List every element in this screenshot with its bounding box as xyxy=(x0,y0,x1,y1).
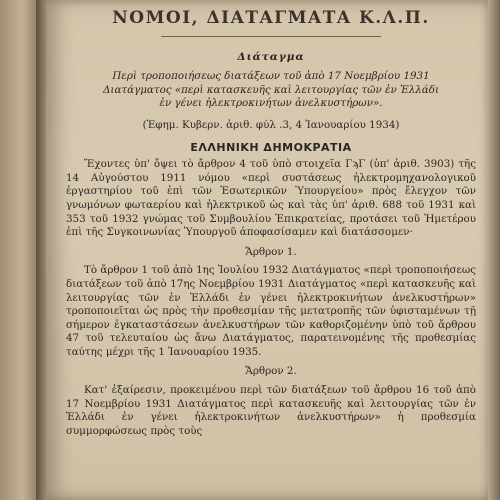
header-rule xyxy=(161,36,381,37)
decree-description: Περὶ τροποποιήσεως διατάξεων τοῦ ἀπὸ 17 Νοεμβρίου 1931 Διατάγματος «περὶ κατασκευῆς καὶ λειτουργίας τῶν ἐν Ἑλλάδι ἐν γένει ἠλεκτροκινήτων ἀνελκυστήρων». xyxy=(103,70,439,110)
gazette-reference: (Ἐφημ. Κυβερν. ἀριθ. φύλ .3, 4 Ἰανουαρίου 1934) xyxy=(142,118,400,131)
article-1-title: Ἄρθρον 1. xyxy=(245,245,297,258)
article-1-text: Τὸ ἄρθρον 1 τοῦ ἀπὸ 1ης Ἰουλίου 1932 Διατάγματος «περὶ τροποποιήσεως διατάξεων τοῦ ἀπὸ 17ης Νοεμβρίου 1931 Διατάγματος «περὶ κατασκευῆς καὶ λειτουργίας τῶν ἐν Ἑλλάδι ἐν γένει ἠλεκτροκινήτων ἀνελκυστήρων» τροποποιεῖται ὡς πρὸς τὴν προθεσμίαν τῆς μετατροπῆς τῶν ὑφισταμένων τῇ σήμερον ἐγκαταστάσεων ἀνελκυστήρων τῶν καθοριζομένην ὑπὸ τοῦ ἄρθρου 47 τοῦ τελευταίου ὡς ἄνω Διατάγματος, παρατεινομένης τῆς προθεσμίας ταύτης μέχρι τῆς 1 Ἰανουαρίου 1935. xyxy=(66,264,476,358)
left-page-edge xyxy=(0,0,40,500)
article-2-title: Ἄρθρον 2. xyxy=(245,365,297,378)
document-page xyxy=(46,0,490,500)
right-page-edge xyxy=(488,0,500,500)
page-content xyxy=(66,8,476,444)
decree-subtitle: Διάταγμα xyxy=(237,50,305,63)
section-title: ΕΛΛΗΝΙΚΗ ΔΗΜΟΚΡΑΤΙΑ xyxy=(190,140,352,154)
preamble-paragraph: Ἔχοντες ὑπ' ὄψει τὸ ἄρθρον 4 τοῦ ὑπὸ στοιχεῖα ΓϡΓ (ὑπ' ἀριθ. 3903) τῆς 14 Αὐγούστου 1911 νόμου «περὶ συστάσεως ἠλεκτρομηχανολογικοῦ ἐργαστηρίου τοῦ ἐπὶ τῶν Ἐσωτερικῶν Ὑπουργείου» πρὸς ἔλεγχον τῶν γνωμόνων φωταερίου καὶ ἠλεκτρικοῦ ὡς καὶ τὰς ὑπ' ἀριθ. 688 τοῦ 1931 καὶ 353 τοῦ 1932 γνώμας τοῦ Συμβουλίου Ἐπικρατείας, προτάσει τοῦ Ἡμετέρου ἐπὶ τῆς Συγκοινωνίας Ὑπουργοῦ ἀποφασίσαμεν καὶ διατάσσομεν· xyxy=(66,158,476,239)
page-header: ΝΟΜΟΙ, ΔΙΑΤΑΓΜΑΤΑ Κ.Λ.Π. xyxy=(112,8,430,28)
article-2-text: Κατ' ἐξαίρεσιν, προκειμένου περὶ τῶν διατάξεων τοῦ ἄρθρου 16 τοῦ ἀπὸ 17 Νοεμβρίου 1931 Διατάγματος περὶ κατασκευῆς καὶ λειτουργίας τῶν ἐν Ἑλλάδι ἐν γένει ἠλεκτροκινήτων ἀνελκυστήρων» ἡ προθεσμία συμμορφώσεως πρὸς τοὺς xyxy=(66,384,476,437)
